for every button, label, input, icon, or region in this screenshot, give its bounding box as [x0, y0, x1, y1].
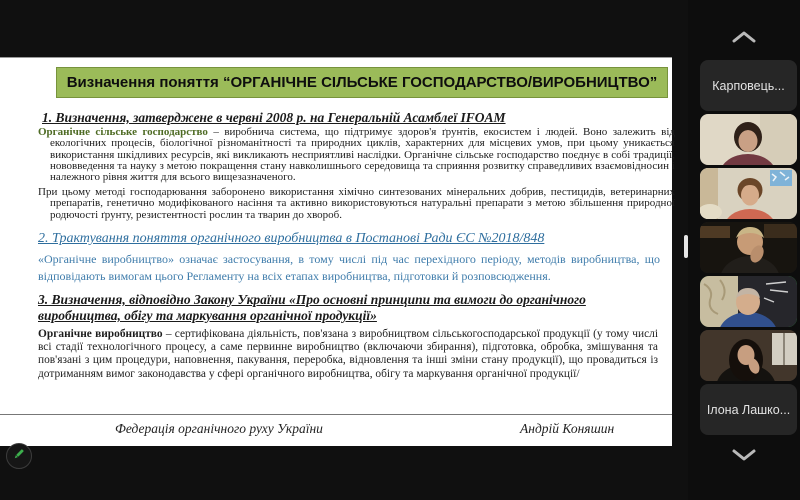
participant-name-label: Ілона Лашко... [706, 402, 791, 417]
annotate-button[interactable] [6, 443, 32, 469]
participant-video-tile-4-active-speaker[interactable] [700, 276, 797, 327]
paragraph-4-text: – сертифікована діяльність, пов'язана з виробництвом сільськогосподарської продукції (у тому числі всі стадії технологічного процесу, а саме первинне виробництво (включаючи збирання), підготовка, обробка, змішування та пов'язані з цим процедури, наповнення, пакування, переробка, відновлення та інші зміни стану продукції), що провадиться із дотриманням вимог законодавства у сфері органічного виробництва, обігу та маркування органічної продукції/ [38, 328, 658, 380]
paragraph-4-lead: Органічне виробництво [38, 328, 163, 340]
pencil-icon [12, 447, 26, 466]
participant-video-tile-1[interactable] [700, 114, 797, 165]
paragraph-1-lead: Органічне сільське господарство [38, 126, 208, 138]
participant-video-tile-3[interactable] [700, 222, 797, 273]
participant-tile-ilona-lashko[interactable] [700, 384, 797, 435]
scroll-down-chevron-icon[interactable] [726, 445, 762, 465]
presentation-slide [0, 57, 675, 446]
paragraph-1-text: – виробнича система, що підтримує здоров'я ґрунтів, екосистем і людей. Воно залежить від екологічних процесів, біологічної різноманітності та природних циклів, характерних для місцевих умов, при цьому уникається використання шкідливих ресурсів, які викликають несприятливі наслідки. Органічне сільське господарство поєднує в собі традиції, нововведення та науку з метою покращення стану навколишнього середовища та сприяння розвитку справедливих взаємовідносин і належного рівня життя для всього вищезазначеного. [50, 126, 675, 184]
slide-footer-divider [0, 414, 672, 415]
participant-video-tile-2[interactable] [700, 168, 797, 219]
participant-video-tile-5[interactable] [700, 330, 797, 381]
slide-paragraph-2: При цьому методі господарювання заборонено використання хімічно синтезованих мінеральних добрив, пестицидів, ветеринарних препаратів, генетично модифікованого насіння та активно використовуються натуральні препарати з метою збільшення природної родючості ґрунту, резистентності рослин та тварин до хвороб. [38, 186, 675, 221]
participant-video-5 [700, 330, 797, 381]
participant-video-3 [700, 222, 797, 273]
participant-video-4 [700, 276, 797, 327]
slide-heading-3: 3. Визначення, відповідно Закону України «Про основні принципи та вимоги до органічного виробництва, обігу та маркування органічної продукції» [38, 292, 586, 323]
slide-footer-organization: Федерація органічного руху України [115, 421, 323, 436]
participants-panel [688, 0, 800, 500]
slide-paragraph-3: «Органічне виробництво» означає застосування, в тому числі під час перехідного періоду, методів виробництва, що відповідають вимогам цього Регламенту на всіх етапах виробництва, підготовки й розповсюдження. [38, 252, 660, 283]
slide-heading-1: 1. Визначення, затверджене в червні 2008 р. на Генеральній Асамблеї IFOAM [42, 110, 506, 125]
participant-tile-karpovets[interactable] [700, 60, 797, 111]
participant-video-1 [700, 114, 797, 165]
slide-title-banner [56, 67, 668, 98]
slide-footer-author: Андрій Коняшин [520, 421, 615, 436]
slide-paragraph-4 [38, 328, 658, 381]
scroll-up-chevron-icon[interactable] [726, 27, 762, 47]
participant-name-label: Карповець... [712, 78, 785, 93]
slide-heading-2: 2. Трактування поняття органічного виробництва в Постанові Ради ЄС №2018/848 [38, 231, 545, 246]
slide-title: Визначення поняття “ОРГАНІЧНЕ СІЛЬСЬКЕ ГОСПОДАРСТВО/ВИРОБНИЦТВО” [66, 74, 658, 91]
participant-video-2 [700, 168, 797, 219]
slide-paragraph-1 [38, 127, 675, 183]
